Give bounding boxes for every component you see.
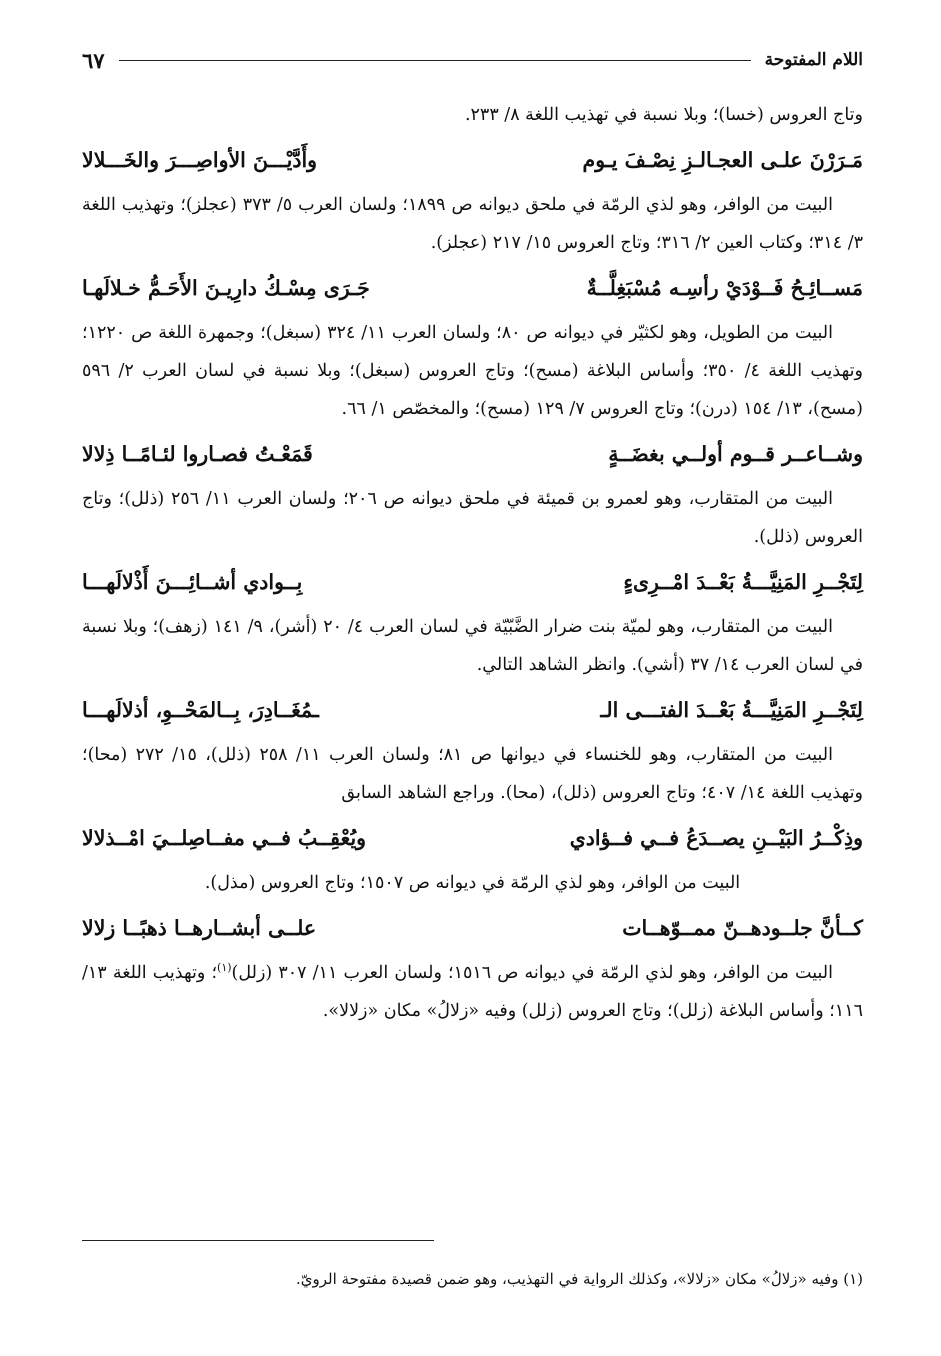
page-number: ٦٧ xyxy=(82,47,105,73)
verse-note-text: ؛ وتهذيب اللغة ١٣/ ١١٦؛ وأساس البلاغة (زلل)؛ وتاج العروس (زلل) وفيه «زلالُ» مكان «زلالا». xyxy=(82,963,863,1021)
verse-second-hemistich: ويُعْقِــبُ فــي مفــاصِلــيَ امْــذلالا xyxy=(82,826,367,850)
verse-second-hemistich: علــى أبشــارهــا ذهبًــا زلالا xyxy=(82,916,317,940)
verse-second-hemistich: بِــوادي أشــائِـــنَ أَذْلالَهـــا xyxy=(82,570,303,594)
running-title: اللام المفتوحة xyxy=(764,50,863,70)
verse-note xyxy=(82,954,863,1030)
verse-first-hemistich: وذِكْــرُ البَيْــنِ يصــدَعُ فــي فــؤادي xyxy=(569,826,863,850)
page-body xyxy=(82,96,863,1030)
verse-second-hemistich: قَمَعْـتُ فصـاروا لئـامًــا ذِلالا xyxy=(82,442,313,466)
note-continuation: وتاج العروس (خسا)؛ وبلا نسبة في تهذيب اللغة ٨/ ٢٣٣. xyxy=(464,105,863,125)
verse-second-hemistich: جَـرَى مِسْـكُ دارِيـنَ الأَحَـمُّ خـلالَهـا xyxy=(82,276,370,300)
verse-note: البيت من الطويل، وهو لكثيّر في ديوانه ص ٨٠؛ ولسان العرب ١١/ ٣٢٤ (سبغل)؛ وجمهرة اللغة ص ١٢٢٠؛ وتهذيب اللغة ٤/ ٣٥٠؛ وأساس البلاغة (مسح)؛ وتاج العروس (سبغل)؛ وبلا نسبة في لسان العرب ٢/ ٥٩٦ (مسح)، ١٣/ ١٥٤ (درن)؛ وتاج العروس ٧/ ١٢٩ (مسح)؛ والمخصّص ١/ ٦٦. xyxy=(82,323,863,419)
verse-note: البيت من المتقارب، وهو لميّة بنت ضرار الضَّبّيّة في لسان العرب ٤/ ٢٠ (أشر)، ٩/ ١٤١ (زهف)؛ وبلا نسبة في لسان العرب ١٤/ ٣٧ (أشي). وانظر الشاهد التالي. xyxy=(82,617,863,675)
verse-first-hemistich: وشــاعــر قــوم أولــي بغضَــةٍ xyxy=(608,442,863,466)
verse-first-hemistich: مَســائِـحُ فَــوْدَيْ رأسِـه مُسْبَغِلَّــةٌ xyxy=(586,276,863,300)
verse-note-text: البيت من الوافر، وهو لذي الرمّة في ديوانه ص ١٥١٦؛ ولسان العرب ١١/ ٣٠٧ (زلل) xyxy=(231,963,833,983)
header-rule xyxy=(119,60,751,61)
verse-line xyxy=(82,264,863,312)
verse-line xyxy=(82,814,863,862)
verse-first-hemistich: لِتَجْــرِ المَنِيَّـــةُ بَعْــدَ امْــرِىءٍ xyxy=(623,570,863,594)
verse-line xyxy=(82,136,863,184)
verse-note: البيت من الوافر، وهو لذي الرمّة في ديوانه ص ١٥٠٧؛ وتاج العروس (مذل). xyxy=(204,873,741,893)
verse-line xyxy=(82,686,863,734)
verse-note: البيت من الوافر، وهو لذي الرمّة في ملحق ديوانه ص ١٨٩٩؛ ولسان العرب ٥/ ٣٧٣ (عجلز)؛ وتهذيب اللغة ٣/ ٣١٤؛ وكتاب العين ٢/ ٣١٦؛ وتاج العروس ١٥/ ٢١٧ (عجلز). xyxy=(82,195,863,253)
verse-first-hemistich: كــأنَّ جلــودهــنّ ممــوّهــات xyxy=(622,916,863,940)
verse-first-hemistich: مَـرَرْنَ علـى العجـالـزِ نِصْـفَ يـوم xyxy=(582,148,863,172)
footnote-rule xyxy=(82,1240,434,1241)
verse-line xyxy=(82,430,863,478)
verse-line xyxy=(82,904,863,952)
verse-second-hemistich: ـمُغَــادِرَ، بِــالمَحْــوِ، أذلالَهـــا xyxy=(82,698,319,722)
footnote-reference[interactable]: (١) xyxy=(217,961,232,975)
verse-second-hemistich: وأَدَّيْـــنَ الأواصِـــرَ والخَـــلالا xyxy=(82,148,318,172)
verse-note: البيت من المتقارب، وهو للخنساء في ديوانها ص ٨١؛ ولسان العرب ١١/ ٢٥٨ (ذلل)، ١٥/ ٢٧٢ (محا)؛ وتهذيب اللغة ١٤/ ٤٠٧؛ وتاج العروس (ذلل)، (محا). وراجع الشاهد السابق xyxy=(82,745,863,803)
verse-first-hemistich: لِتَجْــرِ المَنِيَّـــةُ بَعْــدَ الفتـــى الـ xyxy=(600,698,863,722)
verse-note: البيت من المتقارب، وهو لعمرو بن قميئة في ملحق ديوانه ص ٢٠٦؛ ولسان العرب ١١/ ٢٥٦ (ذلل)؛ وتاج العروس (ذلل). xyxy=(82,489,863,547)
footnote: (١) وفيه «زلالُ» مكان «زلالا»، وكذلك الرواية في التهذيب، وهو ضمن قصيدة مفتوحة الرويّ. xyxy=(296,1270,863,1288)
verse-line xyxy=(82,558,863,606)
page-header xyxy=(82,40,863,80)
page xyxy=(82,40,863,1288)
